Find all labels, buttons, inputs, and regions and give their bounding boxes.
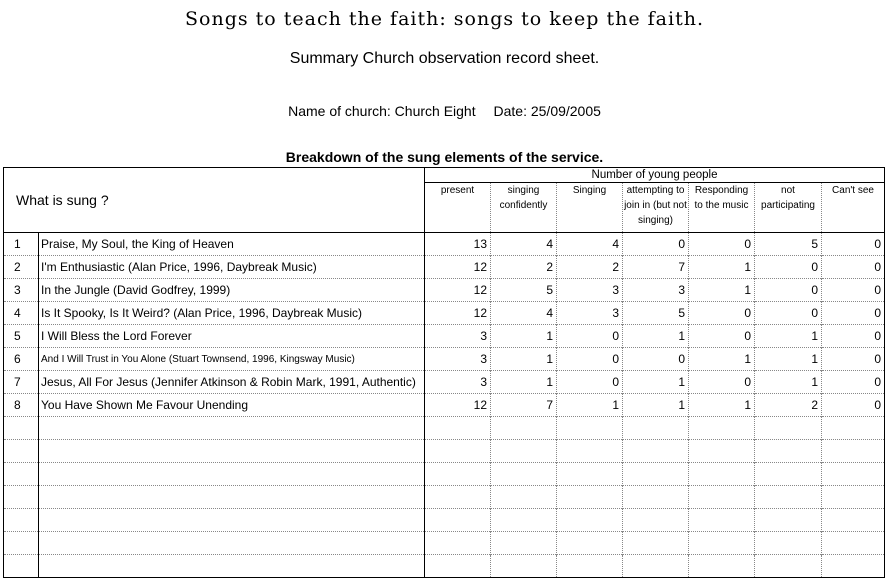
row-index: 7 [4,371,39,394]
table-row [4,325,885,348]
song-title [39,555,425,578]
row-index: 2 [4,256,39,279]
count-cell [557,486,623,509]
count-cell: 12 [425,302,491,325]
count-cell: 0 [822,394,885,417]
count-cell [557,463,623,486]
count-cell: 1 [755,348,822,371]
song-title: And I Will Trust in You Alone (Stuart Townsend, 1996, Kingsway Music) [39,348,425,371]
row-index: 3 [4,279,39,302]
empty-row [4,555,885,578]
row-index: 4 [4,302,39,325]
table-row [4,279,885,302]
count-cell: 4 [491,302,557,325]
song-title [39,463,425,486]
row-index [4,555,39,578]
count-cell [689,555,755,578]
count-cell [623,532,689,555]
count-cell: 0 [822,302,885,325]
count-cell: 3 [623,279,689,302]
count-cell: 1 [623,325,689,348]
count-cell [755,509,822,532]
row-index [4,463,39,486]
count-cell: 0 [689,371,755,394]
count-cell [491,440,557,463]
song-title: You Have Shown Me Favour Unending [39,394,425,417]
count-cell: 1 [491,348,557,371]
count-cell: 1 [689,279,755,302]
count-cell [557,440,623,463]
table-row [4,302,885,325]
col-header-singing: Singing [557,183,623,233]
count-cell [623,440,689,463]
count-cell [491,532,557,555]
empty-row [4,532,885,555]
row-index [4,440,39,463]
count-cell: 1 [755,371,822,394]
row-index [4,417,39,440]
song-title: Jesus, All For Jesus (Jennifer Atkinson & Robin Mark, 1991, Authentic) [39,371,425,394]
observation-table [3,167,885,578]
young-people-group-header: Number of young people [425,168,885,183]
count-cell: 1 [689,256,755,279]
song-title [39,509,425,532]
empty-row [4,440,885,463]
count-cell: 0 [557,371,623,394]
count-cell: 2 [491,256,557,279]
count-cell: 12 [425,256,491,279]
count-cell: 2 [557,256,623,279]
count-cell: 1 [623,371,689,394]
count-cell: 0 [689,233,755,256]
song-title [39,532,425,555]
empty-row [4,463,885,486]
what-is-sung-header: What is sung ? [4,168,425,233]
count-cell: 13 [425,233,491,256]
count-cell: 0 [822,371,885,394]
count-cell: 1 [623,394,689,417]
count-cell [557,417,623,440]
count-cell [689,486,755,509]
table-row [4,394,885,417]
count-cell [755,555,822,578]
count-cell [623,463,689,486]
count-cell [425,417,491,440]
song-title: Praise, My Soul, the King of Heaven [39,233,425,256]
count-cell [689,440,755,463]
count-cell: 0 [755,302,822,325]
count-cell [491,417,557,440]
row-index: 5 [4,325,39,348]
count-cell: 5 [491,279,557,302]
count-cell [689,417,755,440]
count-cell [822,463,885,486]
count-cell [623,509,689,532]
row-index: 6 [4,348,39,371]
col-header-singing-confidently: singing confidently [491,183,557,233]
count-cell: 4 [557,233,623,256]
row-index: 8 [4,394,39,417]
table-row [4,233,885,256]
empty-row [4,417,885,440]
count-cell: 1 [491,325,557,348]
count-cell: 4 [491,233,557,256]
count-cell [425,486,491,509]
count-cell [689,532,755,555]
col-header-present: present [425,183,491,233]
song-title: In the Jungle (David Godfrey, 1999) [39,279,425,302]
count-cell: 0 [755,279,822,302]
count-cell: 0 [623,348,689,371]
col-header-not-participating: not participating [755,183,822,233]
count-cell: 3 [557,302,623,325]
count-cell: 3 [557,279,623,302]
count-cell: 3 [425,325,491,348]
row-index: 1 [4,233,39,256]
count-cell: 0 [822,256,885,279]
count-cell [822,509,885,532]
col-header-responding: Responding to the music [689,183,755,233]
count-cell: 0 [822,233,885,256]
count-cell [822,417,885,440]
count-cell [755,463,822,486]
header-group-row [4,168,885,183]
count-cell [425,532,491,555]
count-cell: 0 [623,233,689,256]
count-cell [491,509,557,532]
count-cell: 0 [557,348,623,371]
count-cell [822,486,885,509]
count-cell [755,532,822,555]
empty-row [4,509,885,532]
count-cell: 7 [491,394,557,417]
table-row [4,348,885,371]
service-date: Date: 25/09/2005 [493,103,601,119]
count-cell [425,440,491,463]
count-cell [623,486,689,509]
count-cell: 12 [425,394,491,417]
count-cell [557,555,623,578]
count-cell [491,463,557,486]
count-cell: 3 [425,348,491,371]
song-title [39,486,425,509]
church-name: Name of church: Church Eight [288,103,476,119]
count-cell: 0 [689,302,755,325]
count-cell [491,486,557,509]
col-header-attempting: attempting to join in (but not singing) [623,183,689,233]
empty-row [4,486,885,509]
count-cell [755,417,822,440]
count-cell [689,509,755,532]
count-cell [822,555,885,578]
count-cell: 3 [425,371,491,394]
count-cell: 1 [689,348,755,371]
count-cell [425,463,491,486]
count-cell: 12 [425,279,491,302]
count-cell: 1 [491,371,557,394]
row-index [4,532,39,555]
table-row [4,256,885,279]
count-cell [557,509,623,532]
document-subtitle: Summary Church observation record sheet. [289,50,600,67]
row-index [4,486,39,509]
song-title: Is It Spooky, Is It Weird? (Alan Price, 1996, Daybreak Music) [39,302,425,325]
count-cell [623,417,689,440]
col-header-cant-see: Can't see [822,183,885,233]
count-cell: 0 [822,325,885,348]
count-cell [689,463,755,486]
count-cell [822,440,885,463]
row-index [4,509,39,532]
count-cell: 1 [755,325,822,348]
count-cell [491,555,557,578]
section-title: Breakdown of the sung elements of the service. [285,149,604,165]
count-cell [425,555,491,578]
count-cell [623,555,689,578]
count-cell: 1 [689,394,755,417]
count-cell: 5 [623,302,689,325]
song-title [39,417,425,440]
count-cell: 0 [755,256,822,279]
count-cell: 2 [755,394,822,417]
count-cell: 1 [557,394,623,417]
count-cell: 0 [822,348,885,371]
count-cell: 0 [822,279,885,302]
song-title: I Will Bless the Lord Forever [39,325,425,348]
count-cell: 0 [689,325,755,348]
count-cell [425,509,491,532]
count-cell: 7 [623,256,689,279]
count-cell: 5 [755,233,822,256]
count-cell [557,532,623,555]
table-row [4,371,885,394]
church-info [0,103,889,119]
song-title: I'm Enthusiastic (Alan Price, 1996, Daybreak Music) [39,256,425,279]
count-cell [755,486,822,509]
count-cell: 0 [557,325,623,348]
count-cell [755,440,822,463]
document-title: Songs to teach the faith: songs to keep the faith. [185,8,704,30]
count-cell [822,532,885,555]
song-title [39,440,425,463]
